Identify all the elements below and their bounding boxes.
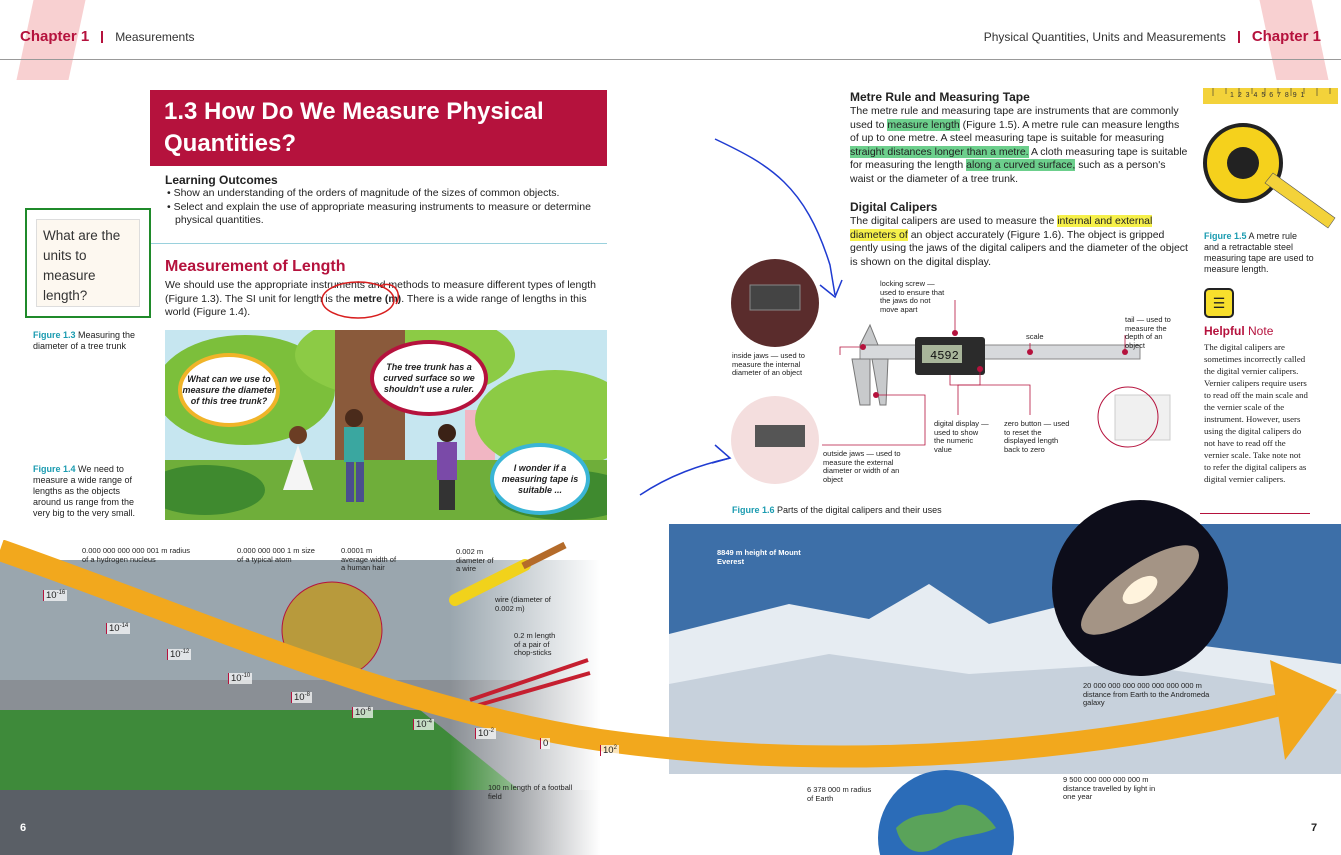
outcome-1: • Show an understanding of the orders of magnitude of the sizes of common objects.: [167, 187, 560, 199]
si-unit: metre (m): [353, 292, 402, 305]
digital-calipers-heading: Digital Calipers: [850, 200, 938, 214]
outcome-2: • Select and explain the use of appropriate measuring instruments to measure or determine physical quantities.: [167, 200, 591, 226]
callout-hydrogen: 0.000 000 000 000 001 m radius of a hydrogen nucleus: [82, 546, 190, 564]
speech-bubble-3: I wonder if a measuring tape is suitable ...: [490, 443, 590, 515]
section-title: 1.3 How Do We Measure Physical Quantities?: [150, 90, 607, 166]
digital-calipers-diagram: [730, 255, 1200, 505]
tape-digits: 1 2 3 4 5 6 7 8 9 1: [1230, 92, 1306, 99]
scale-label-e4: $10^{-4}$: [413, 719, 434, 730]
callout-earth: 6 378 000 m radius of Earth: [807, 785, 872, 803]
speech-bubble-2: The tree trunk has a curved surface so we shouldn't use a ruler.: [370, 340, 488, 416]
scale-label-e14: $10^{-14}$: [106, 623, 130, 634]
helpful-note: [1204, 288, 1309, 485]
scale-label-p2: $10^2$: [600, 745, 619, 756]
chapter-label-right: Chapter 1: [1251, 28, 1321, 45]
scale-label-e12: $10^{-12}$: [167, 649, 191, 660]
page-number-right: 7: [1311, 822, 1318, 834]
scale-label-e8: $10^{-8}$: [291, 692, 312, 703]
tail-label: tail — used to measure the depth of an object: [1125, 315, 1171, 350]
sticky-note[interactable]: [25, 208, 151, 318]
callout-lightyear: 9 500 000 000 000 000 m distance travelled by light in one year: [1063, 775, 1156, 801]
figure-1-5-caption: Figure 1.5 A metre rule and a retractable steel measuring tape are used to measure length.: [1204, 231, 1314, 274]
helpful-note-title: Helpful Note: [1204, 324, 1274, 338]
measurement-length-heading: Measurement of Length: [165, 258, 346, 275]
zero-button-label: zero button — used to reset the displayed length back to zero: [1004, 419, 1070, 454]
callout-everest: 8849 m height of Mount Everest: [717, 548, 801, 566]
metre-rule-tape-image: [1203, 88, 1338, 233]
sticky-note-text[interactable]: What are the units to measure length?: [36, 219, 140, 307]
chapter-title-left: Measurements: [115, 30, 195, 44]
scale-label-e2: $10^{-2}$: [475, 728, 496, 739]
header-left: [20, 28, 195, 46]
header-rule: [0, 59, 1341, 60]
red-annotation: [318, 278, 408, 326]
callout-football: 100 m length of a football field: [488, 783, 573, 801]
scale-label-e10: $10^{-10}$: [228, 673, 252, 684]
chapter-label-left: Chapter 1: [20, 28, 90, 45]
callout-andromeda: 20 000 000 000 000 000 000 000 m distance from Earth to the Andromeda galaxy: [1083, 681, 1210, 707]
scale-label-e16: $10^{-16}$: [43, 590, 67, 601]
digital-calipers-body: The digital calipers are used to measure the internal and external diameters of an object accurately (Figure 1.6). The object is gripped gently using the jaws of the digital calipers and the diameter of the object is shown on the digital display.: [850, 215, 1188, 268]
scale-label-e6: $10^{-6}$: [352, 707, 373, 718]
figure-1-3-caption: Figure 1.3 Measuring the diameter of a tree trunk: [33, 330, 136, 351]
chapter-title-right: Physical Quantities, Units and Measurements: [983, 30, 1226, 44]
locking-screw-label: locking screw — used to ensure that the jaws do not move apart: [880, 279, 945, 314]
helpful-note-text: The digital calipers are sometimes incorrectly called the digital vernier calipers. Vernier calipers require users to read off the main scale and the vernier scale of the instrument. However, users using the digital calipers do not have to read off the vernier scale. Take note not to refer the digital calipers as digital vernier calipers.: [1204, 342, 1308, 484]
outcomes-rule: [150, 243, 607, 244]
speech-bubble-1: What can we use to measure the diameter of this tree trunk?: [178, 353, 280, 427]
scale-label-zero: 0: [540, 738, 550, 749]
page-number-left: 6: [20, 822, 27, 834]
callout-hair: 0.0001 m average width of a human hair: [341, 546, 397, 572]
measurement-length-body: We should use the appropriate instruments and methods to measure different types of length (Figure 1.3). The SI unit for length is the metre (m). There is a wide range of lengths in this world (Figure 1.4).: [165, 279, 596, 318]
figure-1-6-caption: Figure 1.6 Parts of the digital calipers and their uses: [732, 505, 942, 515]
metre-rule-body: The metre rule and measuring tape are instruments that are commonly used to measure length (Figure 1.5). A metre rule can measure lengths of up to one metre. A steel measuring tape is suitable for measuring straight distances longer than a metre. A cloth measuring tape is suitable for measuring the length along a curved surface, such as a person's waist or the diameter of a tree trunk.: [850, 105, 1188, 185]
figure-1-4-caption: Figure 1.4 We need to measure a wide range of lengths as the objects around us range from the very big to the very small.: [33, 464, 136, 518]
learning-outcomes: [165, 173, 605, 228]
scale-label: scale: [1026, 332, 1044, 341]
callout-wire: 0.002 m diameter of a wire: [456, 547, 494, 573]
note-icon: ☰: [1204, 288, 1234, 318]
callout-wire-label: wire (diameter of 0.002 m): [495, 595, 551, 613]
header-right: [984, 28, 1321, 46]
digital-display-label: digital display — used to show the numeric value: [934, 419, 989, 454]
inside-jaws-label: inside jaws — used to measure the internal diameter of an object: [732, 351, 805, 377]
learning-outcomes-heading: Learning Outcomes: [165, 173, 278, 187]
outside-jaws-label: outside jaws — used to measure the external diameter or width of an object: [823, 449, 901, 484]
caliper-display-value: 4592: [930, 349, 959, 363]
callout-atom: 0.000 000 000 1 m size of a typical atom: [237, 546, 315, 564]
order-of-magnitude-arrow: [0, 540, 1341, 800]
callout-chopsticks: 0.2 m length of a pair of chop-sticks: [514, 631, 556, 657]
metre-rule-heading: Metre Rule and Measuring Tape: [850, 90, 1030, 104]
